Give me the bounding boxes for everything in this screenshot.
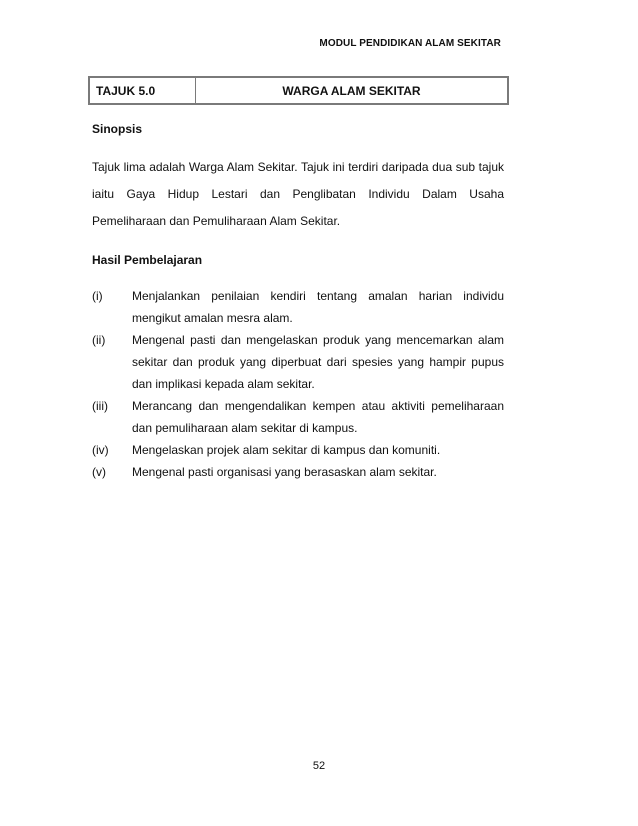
topic-code: TAJUK 5.0 (90, 78, 196, 103)
learning-outcomes-heading: Hasil Pembelajaran (92, 253, 203, 267)
list-item (92, 285, 504, 329)
list-marker: (v) (92, 465, 106, 479)
running-header: MODUL PENDIDIKAN ALAM SEKITAR (319, 38, 501, 49)
topic-header-table (88, 76, 509, 105)
list-marker: (iv) (92, 443, 109, 457)
list-marker: (iii) (92, 399, 108, 413)
list-item-text: Mengenal pasti organisasi yang berasaskan alam sekitar. (132, 465, 437, 479)
list-marker: (ii) (92, 333, 106, 347)
page-number: 52 (312, 760, 326, 772)
list-marker: (i) (92, 289, 103, 303)
list-item-text: Mengelaskan projek alam sekitar di kampus dan komuniti. (132, 443, 441, 457)
topic-title: WARGA ALAM SEKITAR (282, 83, 421, 98)
list-item-text: Menjalankan penilaian kendiri tentang amalan harian individu mengikut amalan mesra alam. (132, 289, 504, 325)
learning-outcomes-list (92, 285, 504, 483)
synopsis-paragraph: Tajuk lima adalah Warga Alam Sekitar. Tajuk ini terdiri daripada dua sub tajuk iaitu Gaya Hidup Lestari dan Penglibatan Individu Dalam Usaha Pemeliharaan dan Pemuliharaan Alam Sekitar. (92, 160, 504, 228)
list-item (92, 329, 504, 395)
list-item-text: Merancang dan mengendalikan kempen atau aktiviti pemeliharaan dan pemuliharaan alam sekitar di kampus. (132, 399, 504, 435)
list-item (92, 395, 504, 439)
synopsis-heading: Sinopsis (92, 122, 143, 136)
list-item (92, 461, 504, 483)
list-item (92, 439, 504, 461)
list-item-text: Mengenal pasti dan mengelaskan produk yang mencemarkan alam sekitar dan produk yang diperbuat dari spesies yang hampir pupus dan implikasi kepada alam sekitar. (132, 333, 504, 391)
